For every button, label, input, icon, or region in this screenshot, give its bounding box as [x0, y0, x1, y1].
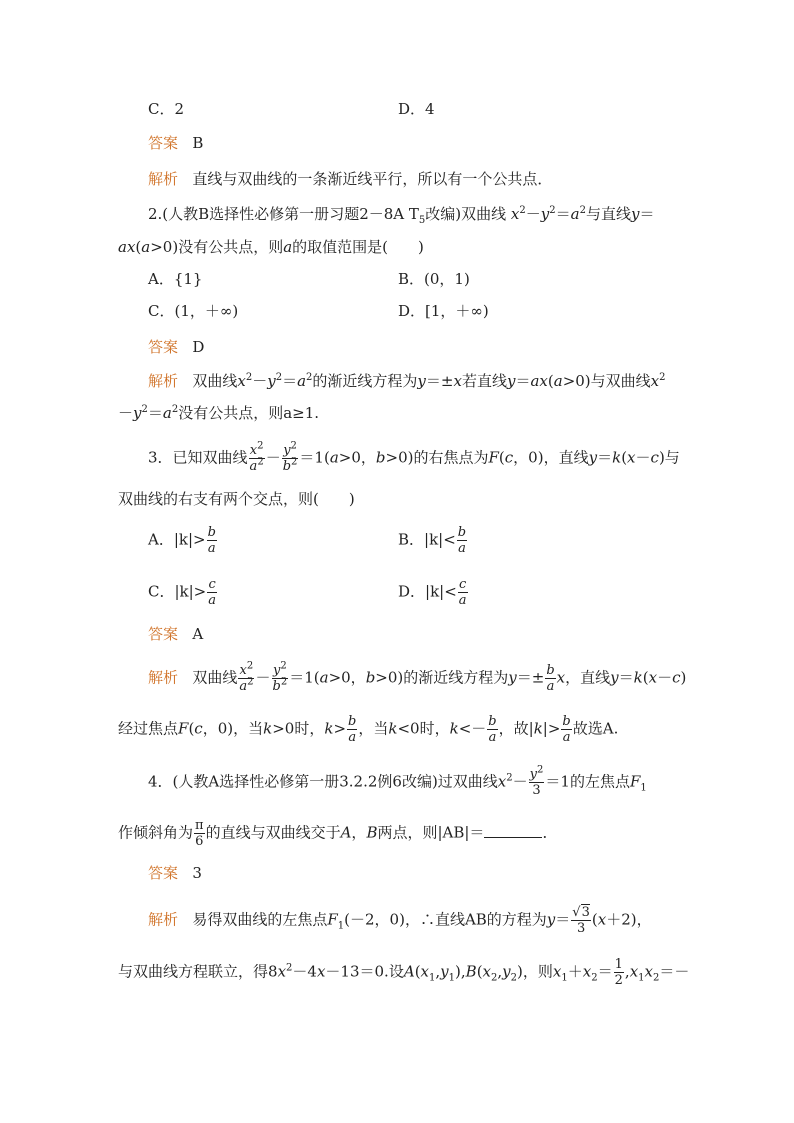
q4-ana-c: 与双曲线方程联立，得 — [118, 962, 269, 981]
q2-stem-a: 2.(人教B选择性必修第一册习题2－8A T — [148, 205, 419, 223]
q2-option-a: A．{1} — [148, 270, 203, 288]
q2-analysis-label: 解析 — [148, 372, 179, 390]
q2-stem-line1: 2.(人教B选择性必修第一册习题2－8A $T_5$改编)双曲线 $x^2-y^2=a^2$与直线y＝ — [148, 205, 655, 226]
analysis-label: 解析 — [148, 170, 179, 188]
q2-stem-sub: 5 — [418, 215, 426, 226]
q3-option-a: A．|k|> $\frac{b}{a}$ — [148, 525, 216, 556]
q3-option-c-text: C．|k|> — [148, 582, 207, 601]
q4-ana-b: ，∴直线AB的方程为 — [404, 910, 547, 929]
q4-answer-value: 3 — [192, 864, 202, 882]
q4-ana-a: 易得双曲线的左焦点 — [192, 910, 328, 929]
q3-ana-j: 故选A. — [572, 719, 619, 738]
q4-stem-a: 4．(人教A选择性必修第一册3.2.2例6改编)过双曲线 — [148, 772, 498, 791]
q4-stem-e: 两点，则|AB|＝ — [377, 823, 485, 842]
q4-stem-line2: 作倾斜角为 $\frac{\pi}{6}$ 的直线与双曲线交于A，B两点，则|AB|＝ ． — [118, 818, 558, 849]
q3-option-b: B．|k|< $\frac{b}{a}$ — [398, 525, 467, 556]
q4-stem-c: 作倾斜角为 — [118, 823, 194, 842]
q3-ana-i: ，故 — [498, 719, 529, 738]
answer-value: B — [192, 134, 204, 152]
q3-option-b-text: B．|k|< — [398, 530, 456, 549]
q2-stem-line2: ax(a>0)没有公共点，则a的取值范围是( ) — [118, 238, 424, 256]
q2-ana-e: 没有公共点，则 — [178, 404, 284, 422]
q4-answer-line — [148, 862, 202, 884]
q4-stem-d: 的直线与双曲线交于 — [205, 823, 341, 842]
analysis-line — [148, 168, 552, 190]
q3-ana-h: 时， — [419, 719, 450, 738]
q3-ana-e: ，当 — [233, 719, 264, 738]
q3-option-d: D．|k|< $\frac{c}{a}$ — [398, 577, 467, 608]
q3-answer-line — [148, 623, 203, 645]
q2-ana-c: 若直线 — [461, 372, 507, 390]
q3-ana-a: 双曲线 — [192, 668, 238, 687]
q3-analysis-label: 解析 — [148, 668, 179, 687]
q4-answer-label: 答案 — [148, 864, 179, 882]
q3-answer-label: 答案 — [148, 625, 179, 643]
answer-label: 答案 — [148, 134, 179, 152]
q2-answer-line — [148, 336, 204, 358]
q3-ana-b: 的渐近线方程为 — [403, 668, 509, 687]
q3-analysis-line2: 经过焦点F(c，0)，当k>0时，k> $\frac{b}{a}$ ，当k<0时，k<－ $\frac{b}{a}$ ，故|k|> $\frac{b}{a}$ 故选A. — [118, 714, 619, 745]
q2-stem-d: 的取值范围是( ) — [292, 238, 424, 256]
q2-option-d: D．[1，＋∞) — [398, 302, 489, 320]
q3-stem-b: 的右焦点为 — [413, 448, 489, 467]
q3-stem-line2: 双曲线的右支有两个交点，则( ) — [118, 490, 355, 508]
q3-stem-line1: 3．已知双曲线 $\frac{x^2}{a^2}$ － $\frac{y^2}{b^2}$ ＝1(a>0，b>0)的右焦点为F(c，0)，直线y＝k(x－c)与 — [148, 440, 680, 474]
q2-option-c: C．(1，＋∞) — [148, 302, 239, 320]
q4-stem-b: 的左焦点 — [569, 772, 630, 791]
q2-analysis-line2: $-y^2=a^2$没有公共点，则a≥1. — [118, 404, 320, 422]
q3-analysis-line1: 解析 双曲线 $\frac{x^2}{a^2}$ － $\frac{y^2}{b^2}$ ＝1(a>0，b>0)的渐近线方程为y＝± $\frac{b}{a}$ x，直线y＝k(x－c) — [148, 660, 687, 694]
answer-blank[interactable] — [484, 825, 542, 838]
answer-line — [148, 132, 203, 154]
q3-option-d-text: D．|k|< — [398, 582, 457, 601]
q4-analysis-label: 解析 — [148, 910, 179, 929]
q4-ana-e: ，则 — [522, 962, 553, 981]
q3-ana-g: ，当 — [358, 719, 389, 738]
q3-stem-c: ，直线 — [543, 448, 589, 467]
analysis-text: 直线与双曲线的一条渐近线平行，所以有一个公共点． — [192, 170, 553, 188]
q2-answer-label: 答案 — [148, 338, 179, 356]
q4-ana-d: 设 — [388, 962, 404, 981]
q3-option-c: C．|k|> $\frac{c}{a}$ — [148, 577, 217, 608]
q4-analysis-line2: 与双曲线方程联立，得$8x^2-4x-13=0$.设$A(x_1,y_1),B(x_2,y_2)$，则$x_1+x_2=$ $\frac{1}{2}$ $,x_1x_2=-$ — [118, 957, 690, 988]
q2-answer-value: D — [192, 338, 205, 356]
q4-stem-line1: 4．(人教A选择性必修第一册3.2.2例6改编)过双曲线$x^2-$ $\frac{y^2}{3}$ ＝1的左焦点$F_1$ — [148, 764, 647, 798]
q3-ana-f: 时， — [294, 719, 325, 738]
option-c: C．2 — [148, 100, 185, 118]
q2-option-b: B．(0，1) — [398, 270, 470, 288]
q2-analysis-line1: 解析 双曲线$x^2-y^2=a^2$的渐近线方程为y＝±x若直线y＝ax(a>0)与双曲线$x^2$ — [148, 372, 666, 390]
q2-stem-b: 改编)双曲线 — [425, 205, 507, 223]
q3-ana-d: 经过焦点 — [118, 719, 179, 738]
q3-stem-a: 3．已知双曲线 — [148, 448, 248, 467]
q2-ana-b: 的渐近线方程为 — [312, 372, 418, 390]
q4-analysis-line1: 解析 易得双曲线的左焦点$F_1(-2$，0)，∴直线AB的方程为y＝ $\frac{√3}{3}$ (x＋2)， — [148, 905, 652, 936]
q2-ana-d: 与双曲线 — [590, 372, 651, 390]
q3-option-a-text: A．|k|> — [148, 530, 206, 549]
q3-answer-value: A — [192, 625, 204, 643]
q3-ana-c: ，直线 — [565, 668, 611, 687]
q2-ana-a: 双曲线 — [192, 372, 238, 390]
q2-ana-f: a≥1. — [283, 404, 320, 422]
q2-stem-c: 没有公共点，则 — [178, 238, 284, 256]
q3-stem-d: 与 — [664, 448, 680, 467]
option-d: D．4 — [398, 100, 435, 118]
